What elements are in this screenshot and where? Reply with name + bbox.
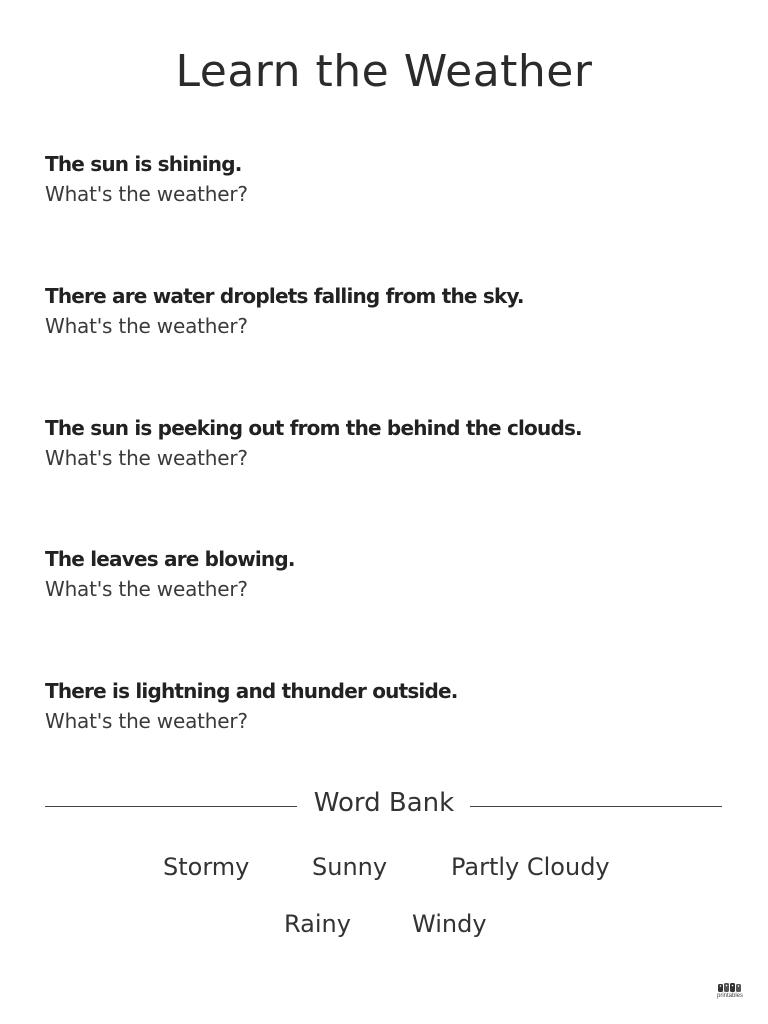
page-title: Learn the Weather [175, 46, 593, 97]
question-prompt: There is lightning and thunder outside. [45, 679, 458, 703]
printables-logo-icon [717, 982, 743, 993]
question-2 [45, 281, 735, 341]
question-prompt: The sun is peeking out from the behind the clouds. [45, 416, 582, 440]
question-ask: What's the weather? [45, 314, 248, 338]
question-prompt: The leaves are blowing. [45, 547, 295, 571]
printables-logo [708, 982, 752, 1002]
question-ask: What's the weather? [45, 182, 248, 206]
question-5 [45, 676, 735, 736]
logo-label: printables [716, 993, 743, 999]
word-bank-item: Sunny [312, 853, 388, 881]
word-bank-divider-right [470, 806, 722, 807]
word-bank-divider-left [45, 806, 297, 807]
question-3 [45, 413, 735, 473]
word-bank-item: Stormy [163, 853, 250, 881]
question-ask: What's the weather? [45, 577, 248, 601]
question-prompt: There are water droplets falling from the sky. [45, 284, 524, 308]
question-ask: What's the weather? [45, 709, 248, 733]
question-4 [45, 544, 735, 604]
word-bank-item: Rainy [284, 910, 351, 938]
word-bank-title: Word Bank [313, 788, 455, 818]
question-prompt: The sun is shining. [45, 152, 242, 176]
word-bank-item: Windy [412, 910, 487, 938]
word-bank-item: Partly Cloudy [451, 853, 610, 881]
question-1 [45, 149, 735, 209]
question-ask: What's the weather? [45, 446, 248, 470]
